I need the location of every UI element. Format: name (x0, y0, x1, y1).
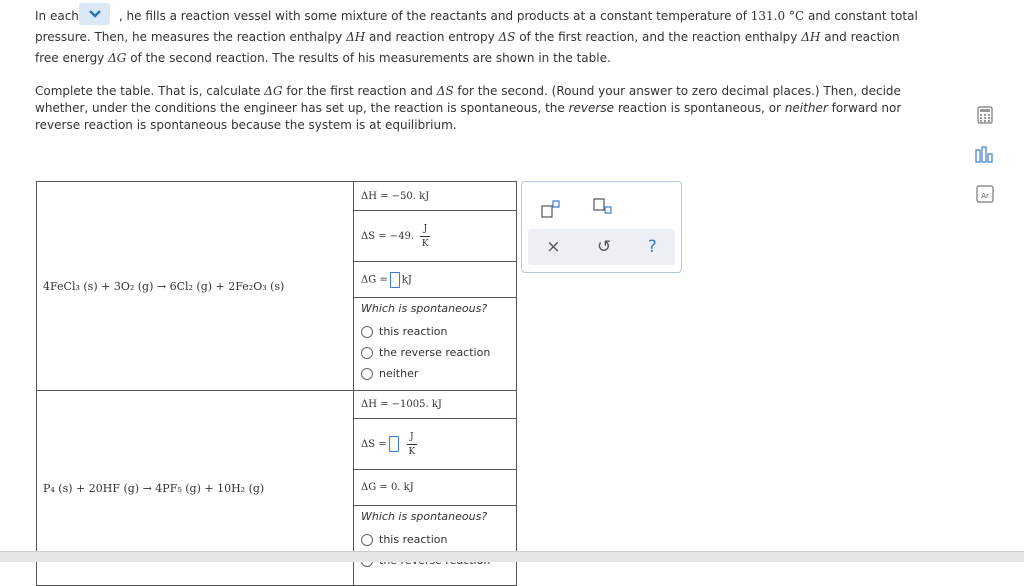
spontaneity-question: Which is spontaneous? (361, 510, 488, 523)
calculator-icon[interactable] (973, 103, 997, 127)
reaction-2-ds-cell (354, 419, 517, 470)
intro-paragraph (35, 6, 935, 69)
delta-g-symbol: ΔG (108, 51, 127, 65)
unit-fraction (407, 432, 417, 457)
reaction-2-dg-value: ΔG = 0. kJ (361, 482, 414, 493)
temperature-value: 131.0 °C (750, 9, 805, 23)
intro-text: and constant total (807, 9, 918, 23)
help-icon[interactable]: ? (647, 237, 657, 257)
unit-numerator: J (410, 431, 414, 442)
reaction-2-ds-input[interactable] (389, 436, 399, 452)
reaction-1-dh-cell (354, 182, 517, 211)
intro-text: pressure. Then, he measures the reaction enthalpy (35, 30, 343, 44)
unit-fraction (420, 224, 430, 249)
tool-actions-bar (528, 229, 675, 265)
reaction-table (36, 181, 517, 586)
reaction-1-ds-cell (354, 211, 517, 262)
reaction-1-equation: 4FeCl₃ (s) + 3O₂ (g) → 6Cl₂ (g) + 2Fe₂O₃ (s) (43, 279, 285, 293)
delta-s-symbol: ΔS (498, 30, 516, 44)
option-label: this reaction (379, 533, 448, 546)
reaction-1-cell (37, 182, 354, 391)
intro-text: and reaction (824, 30, 900, 44)
instruction-emphasis: neither (784, 101, 828, 115)
radio-option-neither[interactable] (361, 363, 516, 384)
reaction-1-spontaneity-cell (354, 298, 517, 391)
spontaneity-question: Which is spontaneous? (361, 302, 488, 315)
instruction-text: for the second. (Round your answer to zero decimal places.) Then, decide (457, 84, 901, 98)
svg-text:Ar: Ar (981, 192, 989, 200)
instruction-emphasis: reverse (568, 101, 614, 115)
instruction-text: forward nor (831, 101, 902, 115)
reaction-1-dg-cell (354, 262, 517, 298)
reaction-2-dh-cell (354, 391, 517, 419)
close-icon[interactable]: × (546, 237, 561, 257)
option-label: neither (379, 367, 419, 380)
intro-text: and reaction entropy (369, 30, 495, 44)
answer-tool-palette (521, 181, 682, 273)
reaction-2-spontaneity-cell (354, 506, 517, 586)
option-label: this reaction (379, 325, 448, 338)
radio-button[interactable] (361, 347, 373, 359)
intro-text: , he fills a reaction vessel with some mixture of the reactants and products at a constant temperature of (118, 9, 747, 23)
horizontal-scrollbar[interactable] (0, 551, 1024, 562)
radio-option-this-reaction[interactable] (361, 529, 516, 550)
instruction-text: reverse reaction is spontaneous because the system is at equilibrium. (35, 118, 457, 132)
intro-text: In each (35, 9, 79, 23)
data-chart-icon[interactable] (973, 143, 997, 167)
instruction-text: Complete the table. That is, calculate (35, 84, 261, 98)
reaction-1-ds-value: ΔS = −49. (361, 230, 415, 242)
reaction-1-dg-label: ΔG = (361, 274, 388, 285)
superscript-tool-icon[interactable] (540, 199, 562, 223)
undo-icon[interactable]: ↺ (596, 237, 612, 257)
delta-h-symbol: ΔH (346, 30, 366, 44)
instruction-text: for the first reaction and (286, 84, 433, 98)
reaction-1-dh-value: ΔH = −50. kJ (361, 190, 430, 202)
reaction-1-dg-input[interactable] (390, 272, 400, 288)
radio-option-reverse-reaction[interactable] (361, 342, 516, 363)
reaction-1-dg-unit: kJ (401, 274, 412, 285)
reaction-2-dh-value: ΔH = −1005. kJ (361, 399, 442, 410)
intro-text: of the second reaction. The results of his measurements are shown in the table. (130, 51, 611, 65)
intro-text: free energy (35, 51, 105, 65)
reaction-2-equation: P₄ (s) + 20HF (g) → 4PF₅ (g) + 10H₂ (g) (43, 481, 265, 495)
unit-numerator: J (423, 223, 428, 234)
delta-s-symbol: ΔS (436, 84, 454, 98)
delta-h-symbol: ΔH (801, 30, 821, 44)
unit-denominator: K (408, 446, 416, 457)
radio-button[interactable] (361, 534, 373, 546)
delta-g-symbol: ΔG (264, 84, 283, 98)
option-label: the reverse reaction (379, 346, 491, 359)
unit-denominator: K (421, 238, 429, 249)
radio-button[interactable] (361, 368, 373, 380)
radio-button[interactable] (361, 326, 373, 338)
intro-text: of the first reaction, and the reaction enthalpy (519, 30, 798, 44)
instruction-text: reaction is spontaneous, or (617, 101, 781, 115)
reaction-2-ds-label: ΔS = (361, 438, 387, 450)
subscript-tool-icon[interactable] (592, 197, 614, 221)
periodic-table-icon[interactable] (973, 182, 997, 206)
instruction-text: whether, under the conditions the engineer has set up, the reaction is spontaneous, the (35, 101, 565, 115)
reaction-2-dg-cell (354, 470, 517, 506)
radio-option-this-reaction[interactable] (361, 321, 516, 342)
instructions-paragraph (35, 83, 935, 134)
